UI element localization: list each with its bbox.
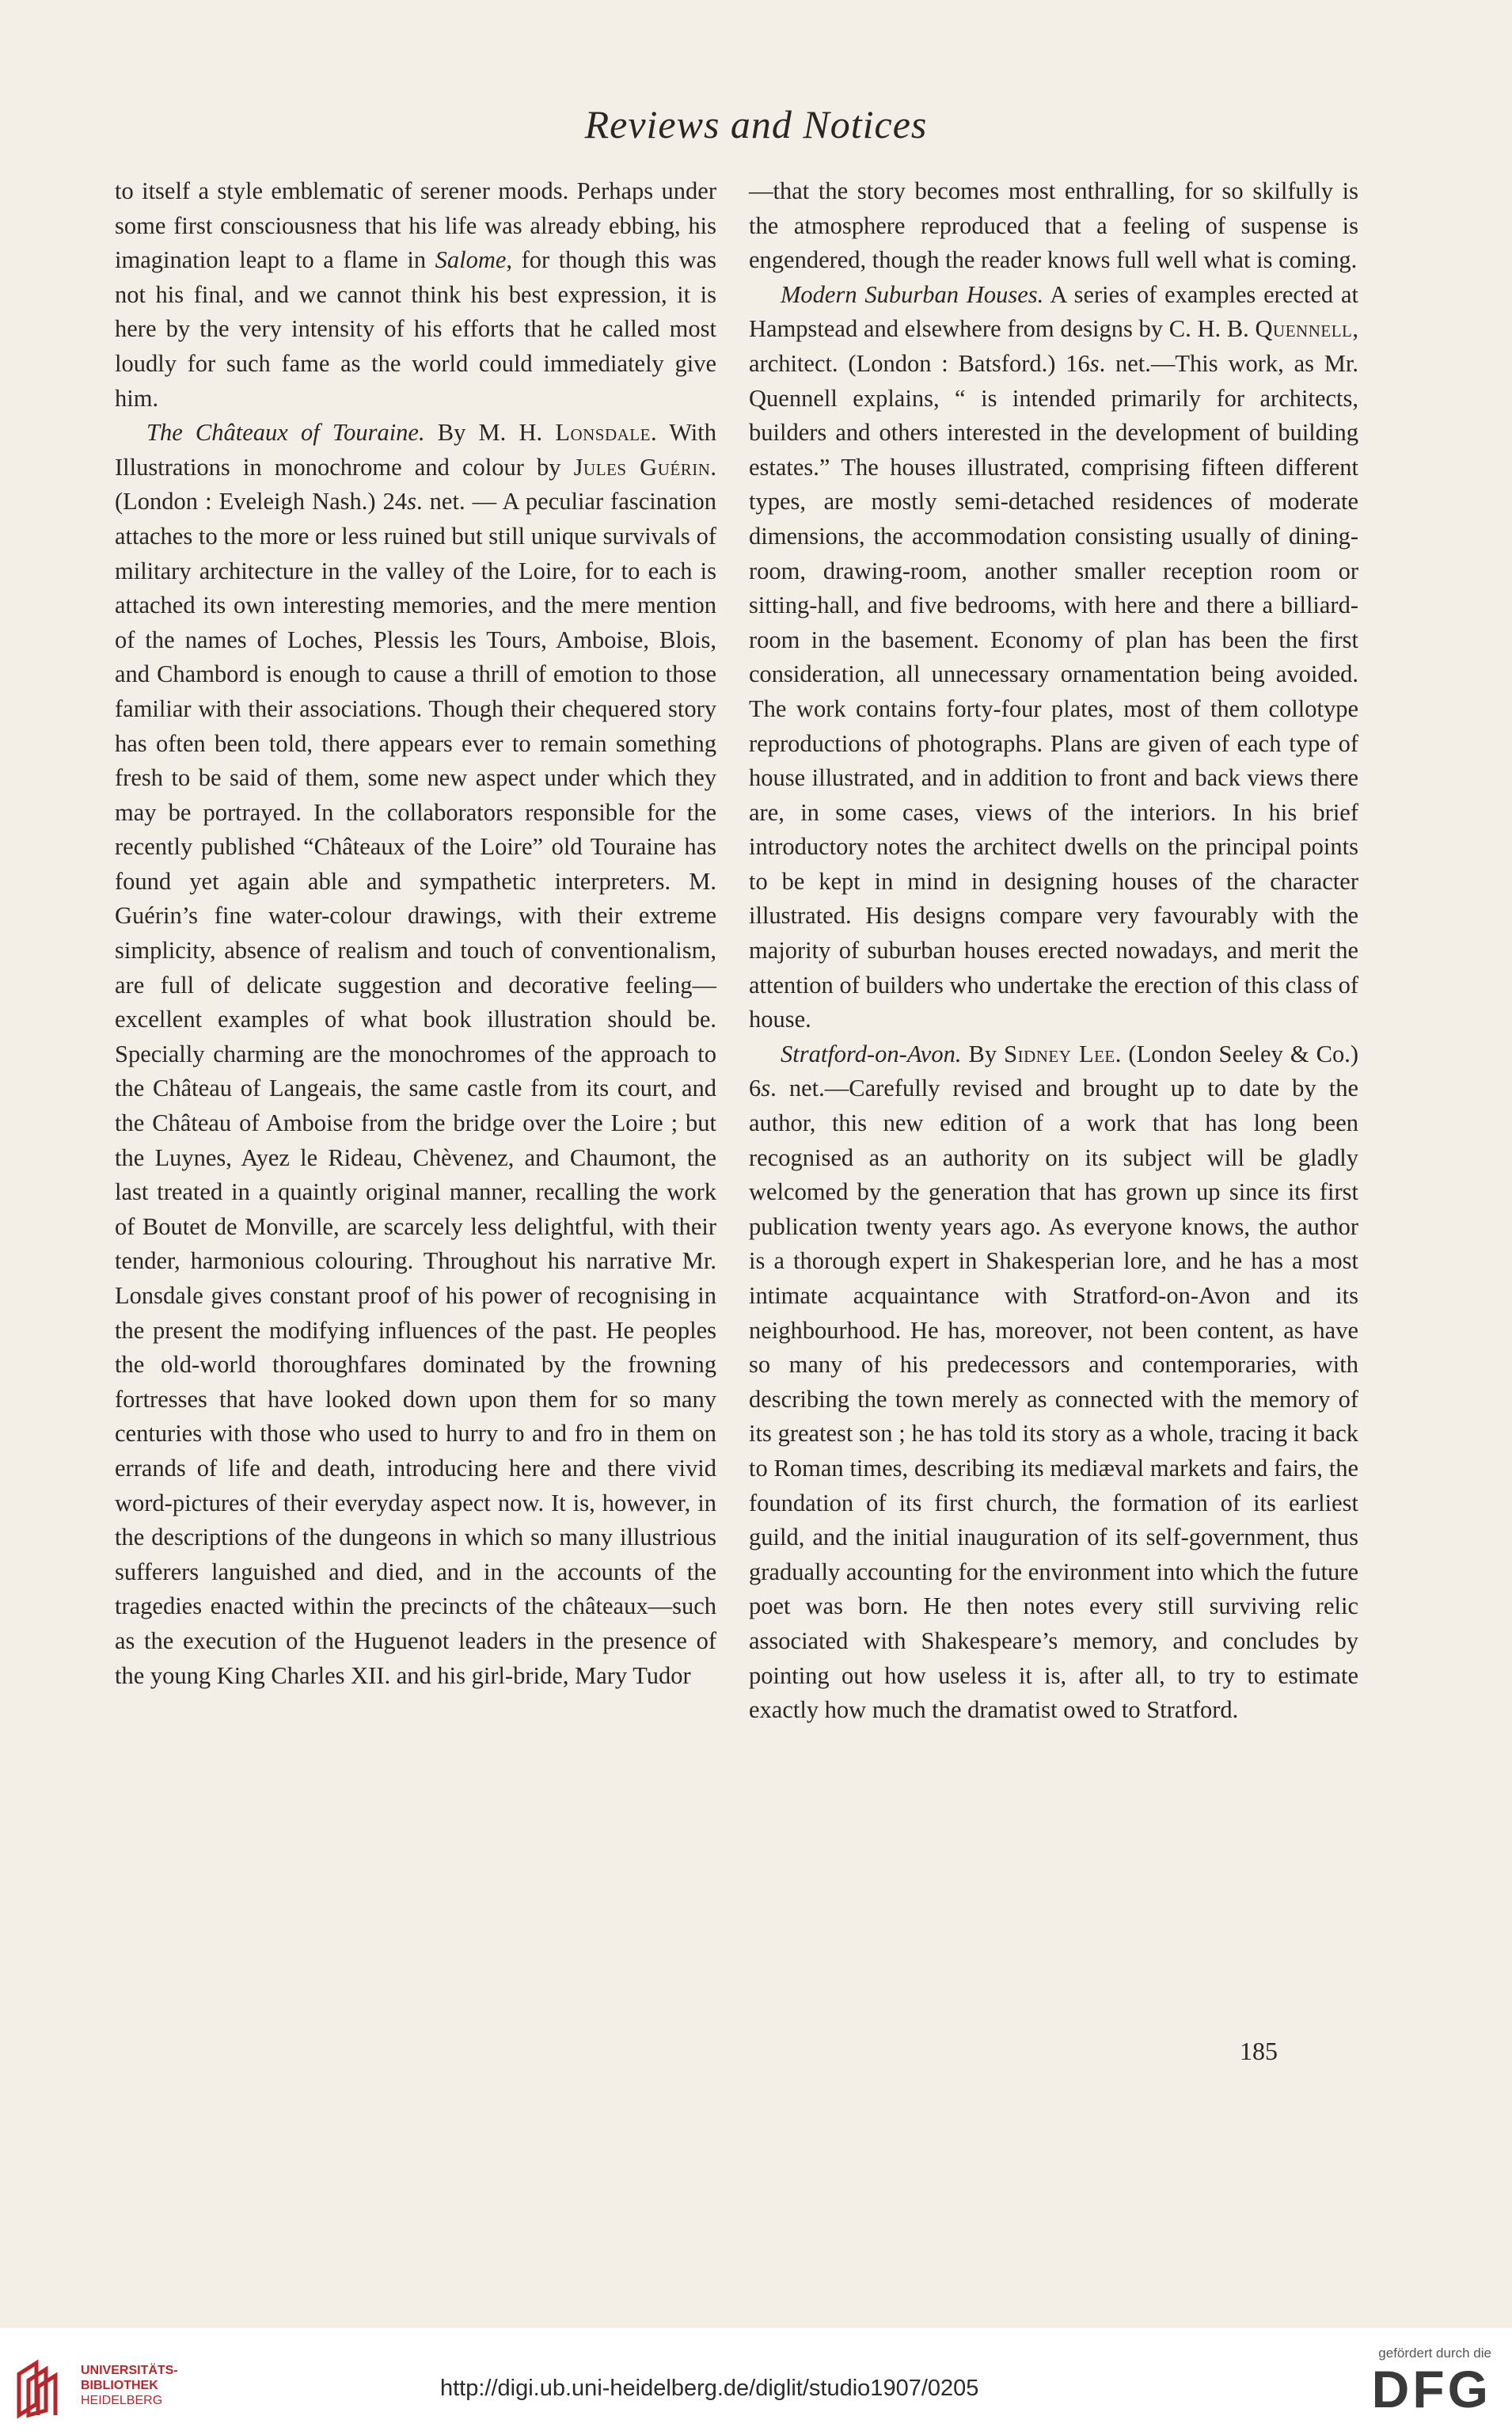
paragraph (749, 174, 1358, 278)
body-text: A series of examples erected at Hampstead and elsewhere from designs by C. H. B. (749, 280, 1358, 343)
left-column (115, 174, 716, 1693)
small-caps-name: Jules Guérin (573, 453, 711, 481)
italic-text: s (1089, 349, 1100, 377)
small-caps-name: Lonsdale (555, 419, 651, 447)
body-text: . net.—This work, as Mr. Quennell explains, “ is intended primarily for architects, builders and others interested in the development of building estates.” The houses illustrated, comprising fifteen different types, are mostly semi-detached residences of moderate dimensions, the accommodation consisting usually of dining-room, drawing-room, another smaller reception room or sitting-hall, and five bedrooms, with here and there a billiard-room in the basement. Economy of plan has been the first consideration, all unnecessary ornamentation being avoided. The work contains forty-four plates, most of them collotype reproductions of photographs. Plans are given of each type of house illustrated, and in addition to front and back views there are, in some cases, views of the interiors. In his brief introductory notes the architect dwells on the principal points to be kept in mind in designing houses of the character illustrated. His designs compare very favourably with the majority of suburban houses erected nowadays, and merit the attention of builders who undertake the erection of this class of house. (749, 349, 1359, 1033)
body-text: , for though this was not his final, and we cannot think his best expression, it is here by the very intensity of his efforts that he called most loudly for such fame as the world could immediately give him. (115, 246, 716, 412)
italic-text: Stratford-on-Avon. (781, 1040, 962, 1067)
italic-text: s (407, 488, 416, 516)
source-url-link[interactable]: http://digi.ub.uni-heidelberg.de/diglit/studio1907/0205 (440, 2376, 979, 2401)
body-text: By M. H. (424, 419, 556, 447)
body-text: . With Illustrations in monochrome and colour by (115, 419, 716, 481)
italic-text: Modern Suburban Houses. (781, 280, 1044, 308)
body-text: . (London Seeley & Co.) 6 (749, 1040, 1359, 1102)
paragraph (115, 174, 716, 416)
body-text: to itself a style emblematic of serener moods. Perhaps under some first consciousness that his life was already ebbing, his imagination leapt to a flame in (115, 177, 716, 274)
italic-text: The Châteaux of Touraine. (146, 419, 425, 447)
right-column (749, 174, 1358, 1728)
page-number: 185 (1240, 2037, 1278, 2065)
library-emblem-icon (13, 2357, 68, 2420)
paragraph (115, 416, 716, 1693)
body-text: . (London : Eveleigh Nash.) 24 (115, 453, 716, 516)
running-head: Reviews and Notices (584, 102, 928, 146)
italic-text: Salome (435, 246, 507, 274)
small-caps-name: Sidney Lee (1004, 1040, 1115, 1067)
library-logo[interactable] (13, 2357, 282, 2420)
small-caps-name: Quennell (1255, 315, 1353, 343)
dfg-logo-text: DFG (1371, 2360, 1491, 2418)
body-text: . net.—Carefully revised and brought up to date by the author, this new edition of a work that has long been recognised as an authority on its subject will be gladly welcomed by the generation that has grown up since its first publication twenty years ago. As everyone knows, the author is a thorough expert in Shakesperian lore, and he has a most intimate acquaintance with Stratford-on-Avon and its neighbourhood. He has, moreover, not been content, as have so many of his predecessors and contemporaries, with describing the town merely as connected with the memory of its greatest son ; he has told its story as a whole, tracing it back to Roman times, describing its mediæval markets and fairs, the foundation of its first church, the formation of its earliest guild, and the initial inauguration of its self-government, thus gradually accounting for the environment into which the future poet was born. He then notes every still surviving relic associated with Shakespeare’s memory, and concludes by pointing out how useless it is, after all, to try to estimate exactly how much the dramatist owed to Stratford. (749, 1075, 1358, 1724)
italic-text: s (761, 1075, 771, 1102)
funder-logo[interactable] (1325, 2346, 1491, 2431)
body-text: —that the story becomes most enthralling, for so skilfully is the atmosphere reproduced that a feeling of suspense is engendered, though the reader knows full well what is coming. (749, 177, 1358, 274)
paragraph (749, 278, 1358, 1037)
footer-bar (0, 2328, 1512, 2435)
funder-caption: gefördert durch die (1378, 2346, 1491, 2361)
body-text: By (961, 1040, 1005, 1067)
body-text: . net. — A peculiar fascination attaches to the more or less ruined but still unique survivals of military architecture in the valley of the Loire, for to each is attached its own interesting memories, and the mere mention of the names of Loches, Plessis les Tours, Amboise, Blois, and Chambord is enough to cause a thrill of emotion to those familiar with their associations. Though their chequered story has often been told, there appears ever to remain something fresh to be said of them, some new aspect under which they may be portrayed. In the collaborators responsible for the recently published “Châteaux of the Loire” old Touraine has found yet again able and sympathetic interpreters. M. Guérin’s fine water-colour drawings, with their extreme simplicity, absence of realism and touch of conventionalism, are full of delicate suggestion and decorative feeling—excellent examples of what book illustration should be. Specially charming are the monochromes of the approach to the Château of Langeais, the same castle from its court, and the Château of Amboise from the bridge over the Loire ; but the Luynes, Ayez le Rideau, Chèvenez, and Chaumont, the last treated in a quaintly original manner, recalling the work of Boutet de Monville, are scarcely less delightful, with their tender, harmonious colouring. Throughout his narrative Mr. Lonsdale gives constant proof of his power of recognising in the present the modifying influences of the past. He peoples the old-world thoroughfares dominated by the frowning fortresses that have looked down upon them for so many centuries with those who used to hurry to and fro in them on errands of life and death, introducing here and there vivid word-pictures of their everyday aspect now. It is, however, in the descriptions of the dungeons in which so many illustrious sufferers languished and died, and in the accounts of the tragedies enacted within the precincts of the châteaux—such as the execution of the Huguenot leaders in the presence of the young King Charles XII. and his girl-bride, Mary Tudor (115, 488, 716, 1689)
paragraph (749, 1037, 1358, 1728)
library-name: UNIVERSITÄTS- BIBLIOTHEK HEIDELBERG (81, 2364, 178, 2407)
body-text: , architect. (London : Batsford.) 16 (749, 315, 1358, 377)
